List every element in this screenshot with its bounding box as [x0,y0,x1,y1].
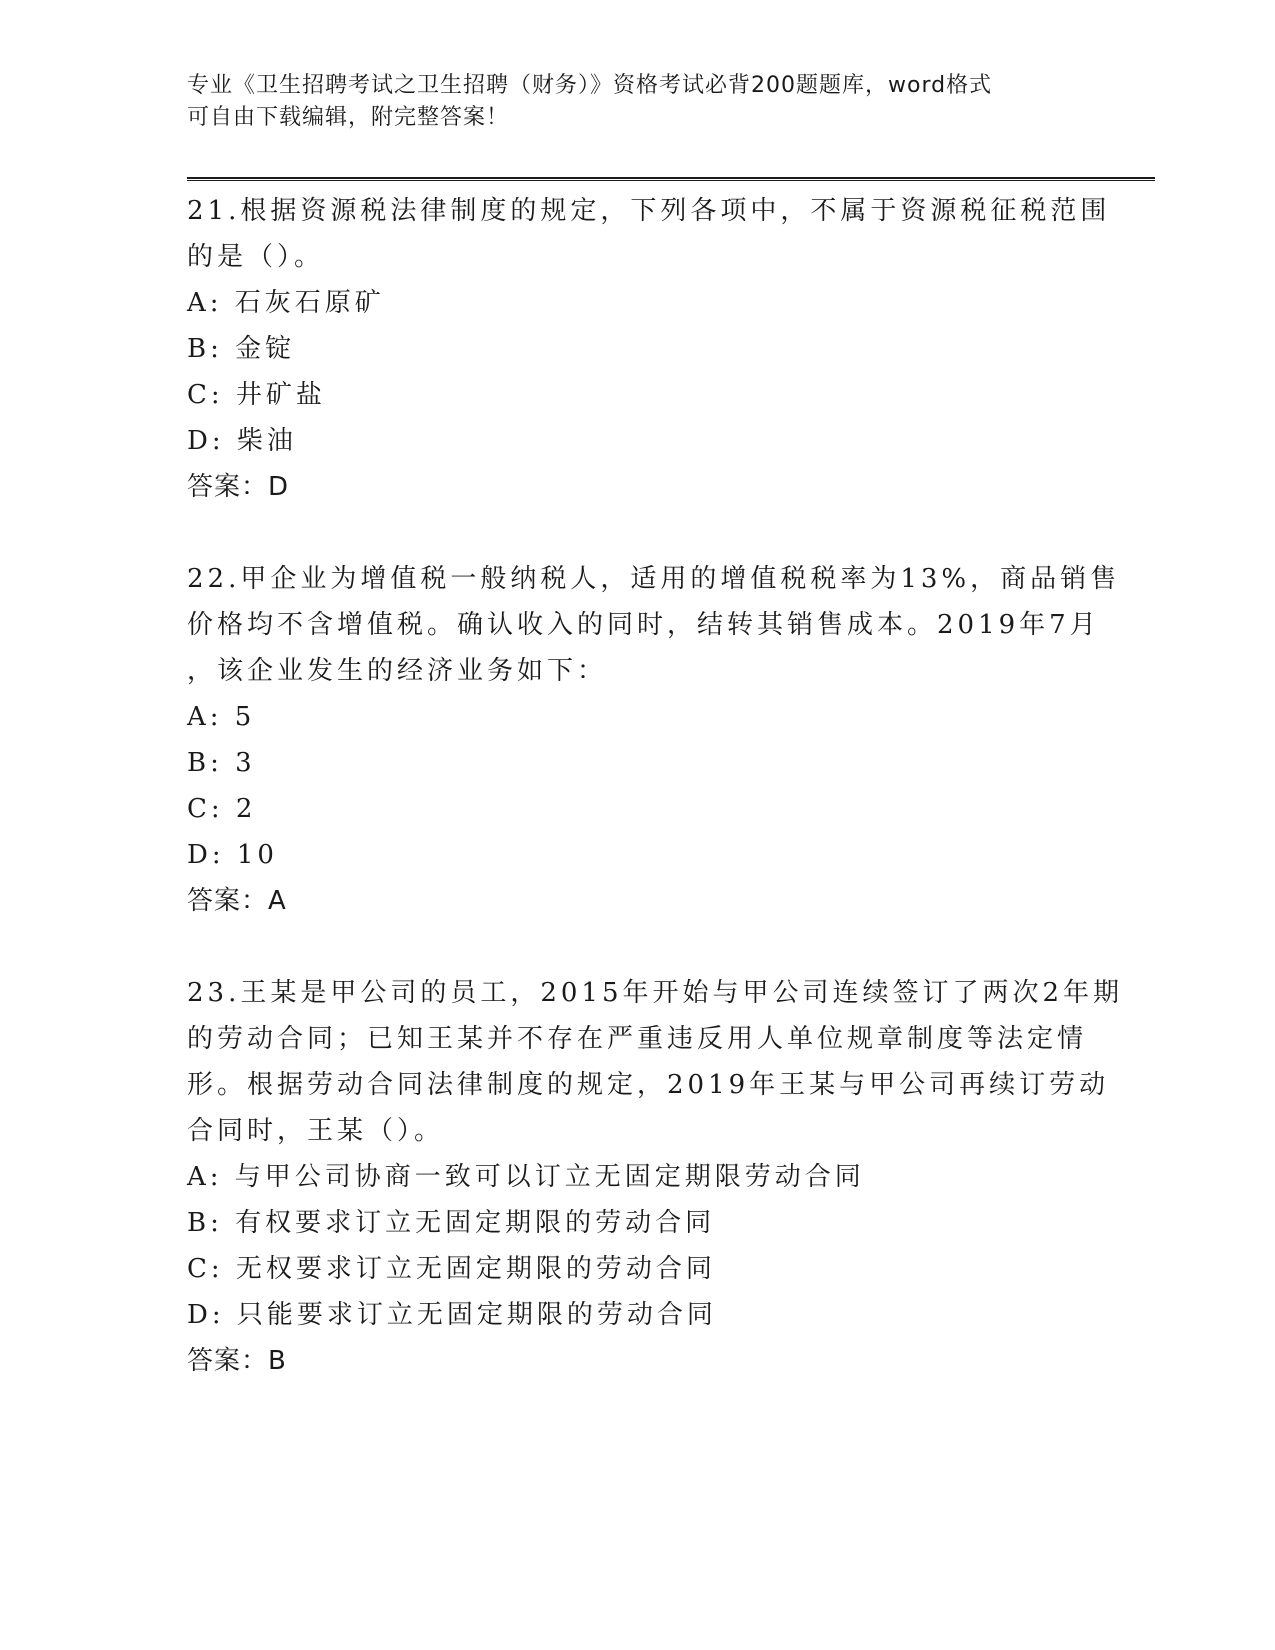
question-22 [187,556,1121,924]
option-c: C: 2 [187,794,257,824]
question-stem-line: 合同时，王某（）。 [187,1116,445,1146]
answer-line: 答案：D [187,472,290,502]
question-spacer [187,924,1087,970]
header-divider [187,177,1155,181]
option-a: A: 与甲公司协商一致可以订立无固定期限劳动合同 [187,1162,865,1192]
option-d: D: 只能要求订立无固定期限的劳动合同 [187,1300,717,1330]
option-a: A: 5 [187,702,256,732]
header-line-2: 可自由下载编辑，附完整答案！ [187,105,510,130]
answer-line: 答案：A [187,886,287,916]
question-21 [187,188,1111,510]
option-c: C: 井矿盐 [187,380,326,410]
question-spacer [187,510,1087,556]
option-d: D: 10 [187,840,278,870]
question-stem-line: 21.根据资源税法律制度的规定，下列各项中，不属于资源税征税范围 [187,196,1111,226]
option-c: C: 无权要求订立无固定期限的劳动合同 [187,1254,716,1284]
document-header [187,70,1087,134]
question-stem-line: 22.甲企业为增值税一般纳税人，适用的增值税税率为13%，商品销售 [187,564,1121,594]
option-b: B: 3 [187,748,256,778]
question-stem-line: 23.王某是甲公司的员工，2015年开始与甲公司连续签订了两次2年期 [187,978,1124,1008]
question-stem-line: 的劳动合同；已知王某并不存在严重违反用人单位规章制度等法定情 [187,1024,1088,1054]
option-b: B: 金锭 [187,334,296,364]
header-line-1: 专业《卫生招聘考试之卫生招聘（财务）》资格考试必背200题题库，word格式 [187,73,993,98]
option-b: B: 有权要求订立无固定期限的劳动合同 [187,1208,716,1238]
question-23 [187,970,1124,1384]
question-stem-line: ，该企业发生的经济业务如下： [187,656,608,686]
question-stem-line: 的是（）。 [187,242,325,272]
answer-line: 答案：B [187,1346,287,1376]
question-list [187,188,1124,1384]
option-d: D: 柴油 [187,426,297,456]
question-stem-line: 价格均不含增值税。确认收入的同时，结转其销售成本。2019年7月 [187,610,1100,640]
question-stem-line: 形。根据劳动合同法律制度的规定，2019年王某与甲公司再续订劳动 [187,1070,1110,1100]
option-a: A: 石灰石原矿 [187,288,385,318]
